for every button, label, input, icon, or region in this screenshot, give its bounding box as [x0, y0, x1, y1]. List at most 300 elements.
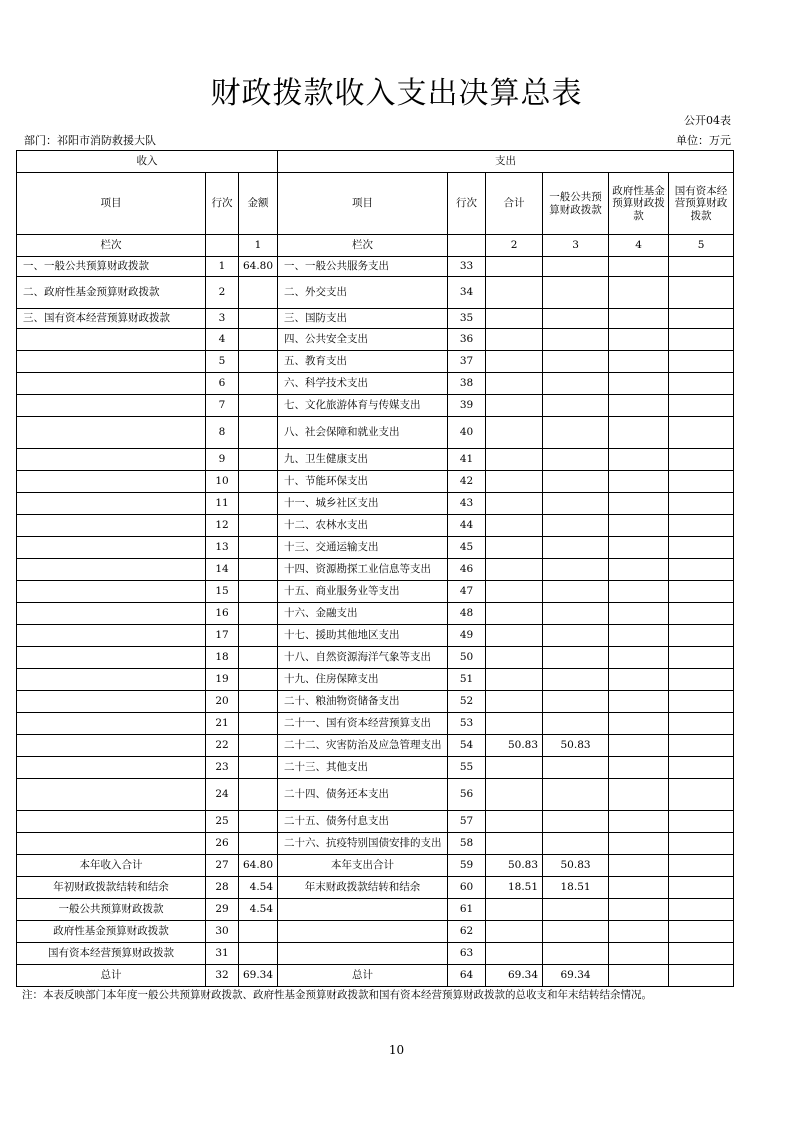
soe-budget-cell: [669, 603, 734, 625]
table-row: [17, 757, 734, 779]
income-amount-cell: [239, 449, 278, 471]
table-row: [17, 515, 734, 537]
general-budget-cell: 50.83: [543, 735, 609, 757]
fund-budget-cell: [609, 277, 669, 309]
income-amount-cell: [239, 713, 278, 735]
fund-budget-cell: [609, 713, 669, 735]
soe-budget-header: 国有资本经营预算财政拨款: [669, 173, 734, 235]
total-cell: [486, 493, 543, 515]
general-budget-cell: [543, 779, 609, 811]
table-row: [17, 713, 734, 735]
table-row: [17, 965, 734, 987]
income-item-cell: [17, 779, 206, 811]
table-row: [17, 943, 734, 965]
table-row: [17, 899, 734, 921]
table-row: [17, 309, 734, 329]
expense-item-cell: 二十四、债务还本支出: [278, 779, 448, 811]
income-amount-cell: [239, 833, 278, 855]
soe-budget-cell: [669, 669, 734, 691]
soe-budget-cell: [669, 625, 734, 647]
total-cell: 18.51: [486, 877, 543, 899]
expense-line-cell: 42: [448, 471, 486, 493]
table-row: [17, 257, 734, 277]
income-item-cell: [17, 603, 206, 625]
expense-item-cell: 九、卫生健康支出: [278, 449, 448, 471]
general-budget-cell: [543, 309, 609, 329]
fund-budget-cell: [609, 395, 669, 417]
soe-budget-cell: [669, 811, 734, 833]
income-item-cell: [17, 515, 206, 537]
total-cell: [486, 811, 543, 833]
general-budget-cell: [543, 395, 609, 417]
soe-budget-cell: [669, 757, 734, 779]
fund-budget-cell: [609, 669, 669, 691]
fund-budget-cell: [609, 943, 669, 965]
table-row: [17, 691, 734, 713]
income-amount-cell: [239, 309, 278, 329]
expense-line-cell: 58: [448, 833, 486, 855]
soe-budget-cell: [669, 899, 734, 921]
soe-budget-cell: [669, 471, 734, 493]
income-item-cell: [17, 581, 206, 603]
expense-line-cell: 46: [448, 559, 486, 581]
fund-budget-cell: [609, 493, 669, 515]
general-budget-cell: [543, 921, 609, 943]
expense-line-cell: 34: [448, 277, 486, 309]
income-item-cell: [17, 373, 206, 395]
income-line-cell: 28: [206, 877, 239, 899]
expense-item-cell: 十七、援助其他地区支出: [278, 625, 448, 647]
total-cell: [486, 779, 543, 811]
expense-line-cell: 48: [448, 603, 486, 625]
budget-summary-table: [16, 150, 734, 987]
income-line-cell: 4: [206, 329, 239, 351]
income-item-cell: [17, 811, 206, 833]
general-budget-cell: [543, 515, 609, 537]
income-amount-header: 金额: [239, 173, 278, 235]
table-row: [17, 855, 734, 877]
expense-item-cell: 二十六、抗疫特别国债安排的支出: [278, 833, 448, 855]
income-line-cell: 10: [206, 471, 239, 493]
table-row: [17, 417, 734, 449]
fund-budget-cell: [609, 877, 669, 899]
expense-line-cell: 57: [448, 811, 486, 833]
expense-item-cell: 二十二、灾害防治及应急管理支出: [278, 735, 448, 757]
total-cell: [486, 559, 543, 581]
soe-budget-cell: [669, 373, 734, 395]
income-amount-cell: [239, 515, 278, 537]
fund-budget-cell: [609, 779, 669, 811]
fund-budget-cell: [609, 833, 669, 855]
income-item-cell: [17, 559, 206, 581]
general-budget-cell: [543, 691, 609, 713]
income-line-cell: 14: [206, 559, 239, 581]
table-row: [17, 373, 734, 395]
expense-line-cell: 44: [448, 515, 486, 537]
income-item-cell: [17, 449, 206, 471]
fund-budget-cell: [609, 373, 669, 395]
fund-budget-cell: [609, 899, 669, 921]
soe-budget-cell: [669, 515, 734, 537]
income-line-cell: 8: [206, 417, 239, 449]
income-item-header: 项目: [17, 173, 206, 235]
col-label: 栏次: [17, 235, 206, 257]
total-cell: [486, 625, 543, 647]
fund-budget-cell: [609, 735, 669, 757]
fund-budget-cell: [609, 257, 669, 277]
income-line-cell: 2: [206, 277, 239, 309]
col-1: 1: [239, 235, 278, 257]
income-item-cell: 一般公共预算财政拨款: [17, 899, 206, 921]
income-amount-cell: [239, 669, 278, 691]
general-budget-cell: [543, 373, 609, 395]
general-budget-cell: [543, 647, 609, 669]
expense-line-cell: 59: [448, 855, 486, 877]
income-line-cell: 32: [206, 965, 239, 987]
income-header: 收入: [17, 151, 278, 173]
form-number: 公开04表: [684, 114, 731, 127]
soe-budget-cell: [669, 943, 734, 965]
fund-budget-cell: [609, 559, 669, 581]
income-item-cell: 政府性基金预算财政拨款: [17, 921, 206, 943]
table-row: [17, 559, 734, 581]
col-3: 3: [543, 235, 609, 257]
expense-item-cell: 一、一般公共服务支出: [278, 257, 448, 277]
total-cell: 50.83: [486, 735, 543, 757]
income-line-cell: 13: [206, 537, 239, 559]
fund-budget-cell: [609, 811, 669, 833]
income-amount-cell: [239, 811, 278, 833]
income-amount-cell: [239, 735, 278, 757]
income-item-cell: 二、政府性基金预算财政拨款: [17, 277, 206, 309]
income-line-cell: 31: [206, 943, 239, 965]
total-cell: [486, 581, 543, 603]
fund-budget-cell: [609, 471, 669, 493]
expense-line-cell: 35: [448, 309, 486, 329]
general-budget-cell: [543, 943, 609, 965]
table-row: [17, 351, 734, 373]
expense-item-cell: 总计: [278, 965, 448, 987]
table-row: [17, 493, 734, 515]
soe-budget-cell: [669, 779, 734, 811]
general-budget-header: 一般公共预算财政拨款: [543, 173, 609, 235]
income-line-cell: 17: [206, 625, 239, 647]
expense-item-cell: [278, 899, 448, 921]
expense-item-cell: 十四、资源勘探工业信息等支出: [278, 559, 448, 581]
general-budget-cell: [543, 277, 609, 309]
expense-line-cell: 43: [448, 493, 486, 515]
total-cell: 69.34: [486, 965, 543, 987]
expense-line-cell: 61: [448, 899, 486, 921]
expense-item-cell: 五、教育支出: [278, 351, 448, 373]
expense-item-cell: 十五、商业服务业等支出: [278, 581, 448, 603]
total-cell: [486, 395, 543, 417]
income-item-cell: 总计: [17, 965, 206, 987]
soe-budget-cell: [669, 351, 734, 373]
general-budget-cell: [543, 449, 609, 471]
fund-budget-cell: [609, 921, 669, 943]
income-item-cell: [17, 691, 206, 713]
table-row: [17, 471, 734, 493]
expense-item-cell: [278, 921, 448, 943]
income-amount-cell: [239, 921, 278, 943]
expense-item-cell: 三、国防支出: [278, 309, 448, 329]
expense-line-cell: 60: [448, 877, 486, 899]
fund-budget-cell: [609, 625, 669, 647]
expense-line-cell: 49: [448, 625, 486, 647]
income-item-cell: [17, 395, 206, 417]
total-cell: [486, 449, 543, 471]
soe-budget-cell: [669, 735, 734, 757]
expense-item-cell: 四、公共安全支出: [278, 329, 448, 351]
total-cell: [486, 899, 543, 921]
income-line-header: 行次: [206, 173, 239, 235]
total-cell: 50.83: [486, 855, 543, 877]
table-row: [17, 647, 734, 669]
soe-budget-cell: [669, 877, 734, 899]
total-cell: [486, 603, 543, 625]
total-cell: [486, 921, 543, 943]
soe-budget-cell: [669, 965, 734, 987]
expense-item-cell: 二、外交支出: [278, 277, 448, 309]
income-line-cell: 21: [206, 713, 239, 735]
fund-budget-cell: [609, 965, 669, 987]
income-item-cell: [17, 713, 206, 735]
table-row: [17, 877, 734, 899]
general-budget-cell: [543, 257, 609, 277]
fund-budget-cell: [609, 515, 669, 537]
expense-line-cell: 55: [448, 757, 486, 779]
income-item-cell: [17, 471, 206, 493]
expense-line-cell: 37: [448, 351, 486, 373]
expense-item-cell: 年末财政拨款结转和结余: [278, 877, 448, 899]
income-amount-cell: 69.34: [239, 965, 278, 987]
expense-item-cell: 十六、金融支出: [278, 603, 448, 625]
soe-budget-cell: [669, 833, 734, 855]
general-budget-cell: [543, 713, 609, 735]
expense-line-cell: 40: [448, 417, 486, 449]
income-amount-cell: [239, 581, 278, 603]
fund-budget-cell: [609, 603, 669, 625]
fund-budget-cell: [609, 581, 669, 603]
income-amount-cell: 4.54: [239, 877, 278, 899]
general-budget-cell: [543, 329, 609, 351]
table-row: [17, 395, 734, 417]
general-budget-cell: [543, 603, 609, 625]
table-row: [17, 779, 734, 811]
income-amount-cell: [239, 329, 278, 351]
income-amount-cell: [239, 537, 278, 559]
unit-label: 单位：万元: [676, 134, 731, 147]
general-budget-cell: [543, 351, 609, 373]
soe-budget-cell: [669, 559, 734, 581]
total-cell: [486, 757, 543, 779]
income-line-cell: 20: [206, 691, 239, 713]
income-item-cell: [17, 329, 206, 351]
income-line-cell: 19: [206, 669, 239, 691]
expense-header: 支出: [278, 151, 734, 173]
table-row: [17, 603, 734, 625]
table-row: [17, 277, 734, 309]
total-cell: [486, 329, 543, 351]
table-row: [17, 329, 734, 351]
table-row: [17, 735, 734, 757]
general-budget-cell: [543, 471, 609, 493]
general-budget-cell: 69.34: [543, 965, 609, 987]
general-budget-cell: [543, 833, 609, 855]
total-cell: [486, 257, 543, 277]
soe-budget-cell: [669, 417, 734, 449]
income-line-cell: 24: [206, 779, 239, 811]
expense-item-cell: [278, 943, 448, 965]
expense-line-cell: 47: [448, 581, 486, 603]
income-item-cell: [17, 625, 206, 647]
expense-line-cell: 52: [448, 691, 486, 713]
col-5: 5: [669, 235, 734, 257]
income-line-cell: 6: [206, 373, 239, 395]
total-cell: [486, 691, 543, 713]
header-row-columns: [17, 173, 734, 235]
expense-item-cell: 八、社会保障和就业支出: [278, 417, 448, 449]
income-amount-cell: [239, 351, 278, 373]
col-2: 2: [486, 235, 543, 257]
income-item-cell: [17, 833, 206, 855]
total-cell: [486, 471, 543, 493]
income-amount-cell: [239, 603, 278, 625]
table-row: [17, 537, 734, 559]
income-item-cell: [17, 493, 206, 515]
expense-item-cell: 十二、农林水支出: [278, 515, 448, 537]
income-amount-cell: [239, 779, 278, 811]
income-item-cell: [17, 647, 206, 669]
expense-line-cell: 63: [448, 943, 486, 965]
table-row: [17, 581, 734, 603]
income-line-cell: 7: [206, 395, 239, 417]
income-line-cell: 27: [206, 855, 239, 877]
total-cell: [486, 713, 543, 735]
soe-budget-cell: [669, 581, 734, 603]
expense-item-cell: 十八、自然资源海洋气象等支出: [278, 647, 448, 669]
expense-item-cell: 二十一、国有资本经营预算支出: [278, 713, 448, 735]
total-cell: [486, 309, 543, 329]
income-item-cell: 三、国有资本经营预算财政拨款: [17, 309, 206, 329]
soe-budget-cell: [669, 309, 734, 329]
general-budget-cell: [543, 899, 609, 921]
income-line-cell: 22: [206, 735, 239, 757]
soe-budget-cell: [669, 647, 734, 669]
income-amount-cell: [239, 493, 278, 515]
income-line-cell: 25: [206, 811, 239, 833]
income-amount-cell: [239, 647, 278, 669]
income-line-cell: 23: [206, 757, 239, 779]
total-cell: [486, 373, 543, 395]
income-line-cell: 12: [206, 515, 239, 537]
expense-item-cell: 十三、交通运输支出: [278, 537, 448, 559]
income-amount-cell: 64.80: [239, 257, 278, 277]
soe-budget-cell: [669, 537, 734, 559]
soe-budget-cell: [669, 329, 734, 351]
fund-budget-cell: [609, 855, 669, 877]
fund-budget-cell: [609, 647, 669, 669]
income-amount-cell: [239, 395, 278, 417]
fund-budget-header: 政府性基金预算财政拨款: [609, 173, 669, 235]
soe-budget-cell: [669, 691, 734, 713]
total-cell: [486, 647, 543, 669]
expense-item-header: 项目: [278, 173, 448, 235]
total-cell: [486, 515, 543, 537]
total-header: 合计: [486, 173, 543, 235]
soe-budget-cell: [669, 257, 734, 277]
general-budget-cell: [543, 559, 609, 581]
table-row: [17, 625, 734, 647]
column-number-row: [17, 235, 734, 257]
income-amount-cell: [239, 277, 278, 309]
income-amount-cell: [239, 943, 278, 965]
general-budget-cell: [543, 625, 609, 647]
general-budget-cell: [543, 537, 609, 559]
total-cell: [486, 537, 543, 559]
col-blank-2: [448, 235, 486, 257]
expense-item-cell: 十、节能环保支出: [278, 471, 448, 493]
table-row: [17, 669, 734, 691]
expense-line-cell: 54: [448, 735, 486, 757]
expense-line-cell: 62: [448, 921, 486, 943]
soe-budget-cell: [669, 493, 734, 515]
soe-budget-cell: [669, 855, 734, 877]
income-item-cell: 一、一般公共预算财政拨款: [17, 257, 206, 277]
header-row-groups: [17, 151, 734, 173]
general-budget-cell: [543, 757, 609, 779]
total-cell: [486, 277, 543, 309]
income-line-cell: 16: [206, 603, 239, 625]
expense-line-cell: 36: [448, 329, 486, 351]
soe-budget-cell: [669, 921, 734, 943]
expense-item-cell: 十一、城乡社区支出: [278, 493, 448, 515]
col-label-2: 栏次: [278, 235, 448, 257]
page-number: 10: [388, 1043, 405, 1057]
general-budget-cell: [543, 493, 609, 515]
expense-line-cell: 64: [448, 965, 486, 987]
income-amount-cell: [239, 625, 278, 647]
fund-budget-cell: [609, 417, 669, 449]
total-cell: [486, 833, 543, 855]
general-budget-cell: [543, 811, 609, 833]
income-amount-cell: [239, 757, 278, 779]
income-line-cell: 9: [206, 449, 239, 471]
total-cell: [486, 669, 543, 691]
income-line-cell: 29: [206, 899, 239, 921]
expense-line-cell: 51: [448, 669, 486, 691]
general-budget-cell: 50.83: [543, 855, 609, 877]
fund-budget-cell: [609, 351, 669, 373]
income-line-cell: 15: [206, 581, 239, 603]
page-title: 财政拨款收入支出决算总表: [210, 76, 583, 111]
table-row: [17, 921, 734, 943]
income-item-cell: [17, 417, 206, 449]
expense-item-cell: 二十、粮油物资储备支出: [278, 691, 448, 713]
expense-item-cell: 七、文化旅游体育与传媒支出: [278, 395, 448, 417]
income-item-cell: 年初财政拨款结转和结余: [17, 877, 206, 899]
expense-item-cell: 本年支出合计: [278, 855, 448, 877]
income-amount-cell: 4.54: [239, 899, 278, 921]
income-line-cell: 3: [206, 309, 239, 329]
total-cell: [486, 417, 543, 449]
income-amount-cell: [239, 417, 278, 449]
footnote: 注：本表反映部门本年度一般公共预算财政拨款、政府性基金预算财政拨款和国有资本经营预算财政拨款的总收支和年末结转结余情况。: [22, 989, 652, 1001]
table-row: [17, 833, 734, 855]
expense-item-cell: 六、科学技术支出: [278, 373, 448, 395]
income-amount-cell: 64.80: [239, 855, 278, 877]
